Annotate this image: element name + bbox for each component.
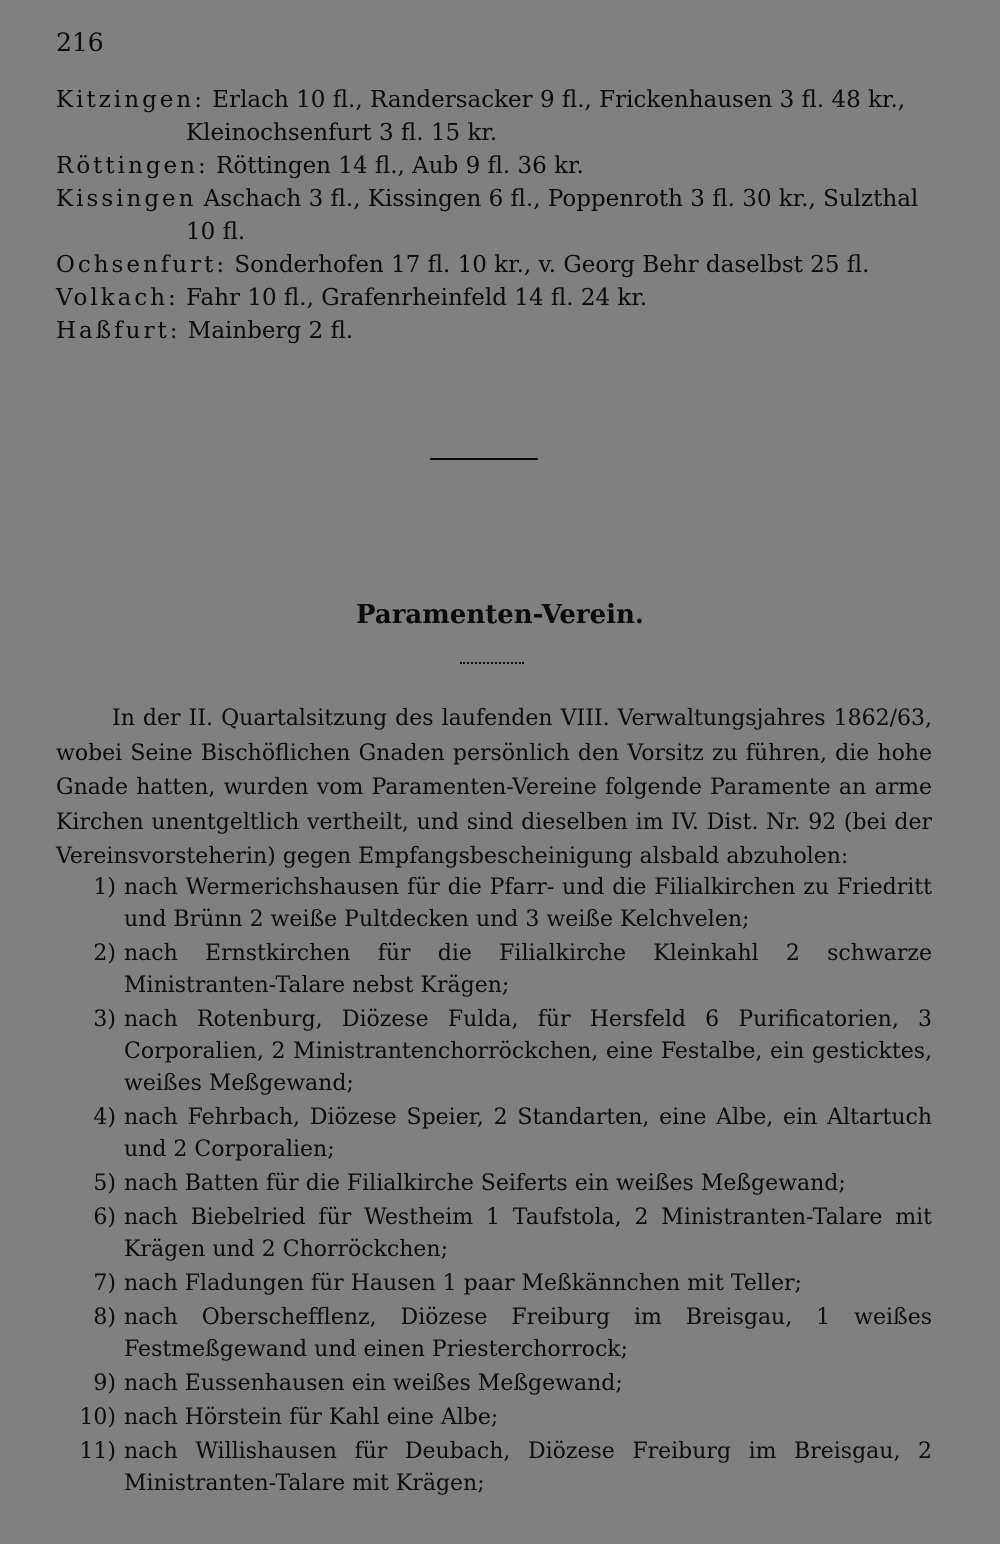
item-number: 8) [93, 1305, 116, 1330]
item-text: nach Ernstkirchen für die Filialkirche Kleinkahl 2 schwarze Ministranten-Talare nebst Krägen; [124, 941, 932, 998]
section-heading: Paramenten-Verein. [356, 600, 644, 630]
list-item [56, 872, 932, 936]
donation-text: Kleinochsenfurt 3 fl. 15 kr. [186, 120, 498, 146]
item-number: 9) [93, 1371, 116, 1396]
item-text: nach Batten für die Filialkirche Seiferts ein weißes Meßgewand; [124, 1171, 846, 1196]
item-number: 10) [79, 1405, 116, 1430]
item-text: nach Biebelried für Westheim 1 Taufstola, 2 Ministranten-Talare mit Krägen und 2 Chorröckchen; [124, 1205, 932, 1262]
item-text: nach Fladungen für Hausen 1 paar Meßkännchen mit Teller; [124, 1271, 802, 1296]
district-name: Kissingen [56, 186, 197, 212]
list-item [56, 1168, 932, 1200]
donor-line [56, 84, 946, 117]
item-text: nach Willishausen für Deubach, Diözese Freiburg im Breisgau, 2 Ministranten-Talare mit Krägen; [124, 1439, 932, 1496]
donation-text: Fahr 10 fl., Grafenrheinfeld 14 fl. 24 kr. [186, 285, 648, 311]
donor-line [56, 249, 946, 282]
section-divider [430, 458, 538, 460]
item-text: nach Oberschefflenz, Diözese Freiburg im Breisgau, 1 weißes Festmeßgewand und einen Priesterchorrock; [124, 1305, 932, 1362]
list-item [56, 1368, 932, 1400]
donation-text: 10 fl. [186, 219, 246, 245]
intro-text: In der II. Quartalsitzung des laufenden VIII. Verwaltungsjahres 1862/63, wobei Seine Bischöflichen Gnaden persönlich den Vorsitz zu führen, die hohe Gnade hatten, wurden vom Paramenten-Vereine folgende Paramente an arme Kirchen unentgeltlich vertheilt, und sind dieselben im IV. Dist. Nr. 92 (bei der Vereinsvorsteherin) gegen Empfangsbescheinigung alsbald abzuholen: [56, 706, 932, 869]
intro-paragraph [56, 702, 932, 875]
district-name: Volkach: [56, 285, 179, 311]
item-number: 2) [93, 941, 116, 966]
list-item [56, 938, 932, 1002]
list-item [56, 1102, 932, 1166]
item-number: 6) [93, 1205, 116, 1230]
list-item [56, 1436, 932, 1500]
item-number: 4) [93, 1105, 116, 1130]
district-name: Haßfurt: [56, 318, 181, 344]
list-item [56, 1268, 932, 1300]
item-number: 7) [93, 1271, 116, 1296]
item-number: 3) [93, 1007, 116, 1032]
donation-text: Erlach 10 fl., Randersacker 9 fl., Frickenhausen 3 fl. 48 kr., [212, 87, 906, 113]
item-text: nach Eussenhausen ein weißes Meßgewand; [124, 1371, 623, 1396]
list-item [56, 1402, 932, 1434]
page-number: 216 [56, 28, 104, 57]
district-name: Kitzingen: [56, 87, 205, 113]
donation-text: Sonderhofen 17 fl. 10 kr., v. Georg Behr daselbst 25 fl. [234, 252, 870, 278]
ornament-divider [460, 662, 524, 664]
item-number: 1) [93, 875, 116, 900]
donor-line [56, 117, 946, 150]
donor-list [56, 84, 946, 348]
donor-line [56, 282, 946, 315]
item-text: nach Hörstein für Kahl eine Albe; [124, 1405, 499, 1430]
donor-line [56, 315, 946, 348]
district-name: Röttingen: [56, 153, 209, 179]
list-item [56, 1202, 932, 1266]
item-number: 11) [79, 1439, 116, 1464]
donation-text: Aschach 3 fl., Kissingen 6 fl., Poppenroth 3 fl. 30 kr., Sulzthal [203, 186, 919, 212]
item-number: 5) [93, 1171, 116, 1196]
item-text: nach Fehrbach, Diözese Speier, 2 Standarten, eine Albe, ein Altartuch und 2 Corporalien; [124, 1105, 932, 1162]
donor-line [56, 150, 946, 183]
list-item [56, 1004, 932, 1100]
distribution-list [56, 872, 932, 1502]
donation-text: Mainberg 2 fl. [187, 318, 354, 344]
item-text: nach Rotenburg, Diözese Fulda, für Hersfeld 6 Purificatorien, 3 Corporalien, 2 Ministrantenchorröckchen, eine Festalbe, ein gesticktes, weißes Meßgewand; [124, 1007, 932, 1096]
donor-line [56, 183, 946, 216]
item-text: nach Wermerichshausen für die Pfarr- und die Filialkirchen zu Friedritt und Brünn 2 weiße Pultdecken und 3 weiße Kelchvelen; [124, 875, 932, 932]
donation-text: Röttingen 14 fl., Aub 9 fl. 36 kr. [216, 153, 584, 179]
district-name: Ochsenfurt: [56, 252, 228, 278]
donor-line [56, 216, 946, 249]
list-item [56, 1302, 932, 1366]
